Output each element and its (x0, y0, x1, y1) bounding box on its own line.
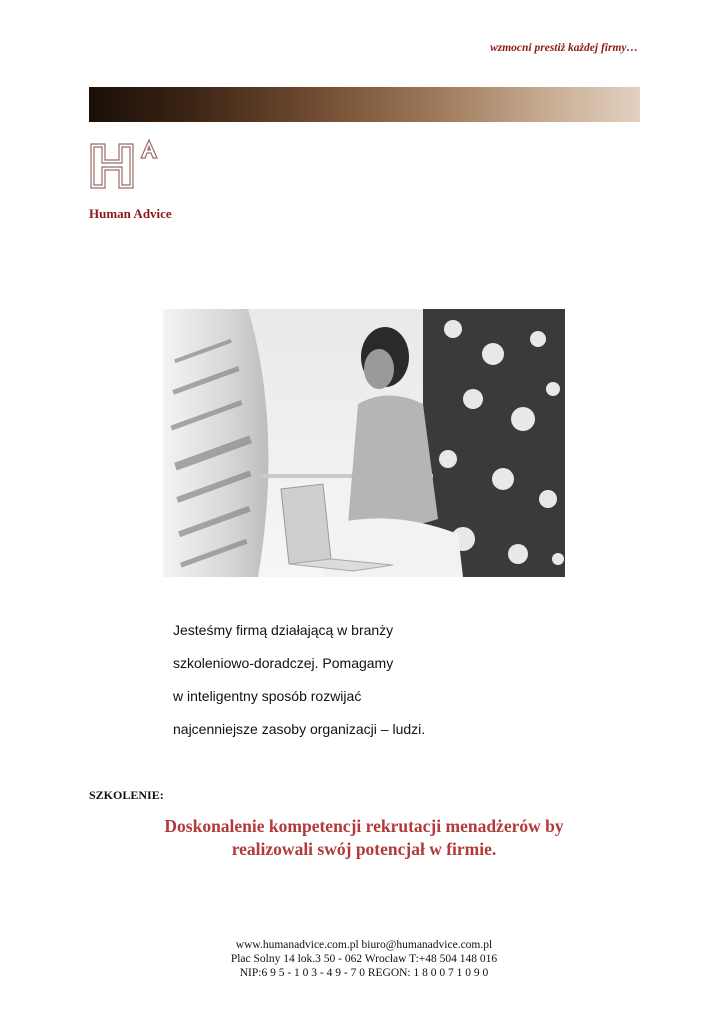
photo-illustration (163, 309, 565, 577)
footer-address: Plac Solny 14 lok.3 50 - 062 Wrocław T:+48 504 148 016 (230, 953, 498, 965)
course-title-line: Doskonalenie kompetencji rekrutacji menadżerów by (164, 816, 564, 836)
training-label: SZKOLENIE: (89, 788, 164, 802)
course-title-line: realizowali swój potencjał w firmie. (231, 839, 497, 859)
header-banner (89, 87, 640, 122)
intro-line: szkoleniowo-doradczej. Pomagamy (173, 655, 394, 671)
course-title (89, 815, 639, 861)
footer-registration: NIP:6 9 5 - 1 0 3 - 4 9 - 7 0 REGON: 1 8 0 0 7 1 0 9 0 (239, 967, 489, 979)
intro-line: w inteligentny sposób rozwijać (173, 688, 362, 704)
intro-line: najcenniejsze zasoby organizacji – ludzi. (173, 721, 426, 737)
footer-web-email: www.humanadvice.com.pl biuro@humanadvice.com.pl (235, 939, 493, 951)
footer-contact (89, 938, 639, 980)
woman-laptop-photo (163, 309, 565, 577)
tagline: wzmocni prestiż każdej firmy… (490, 42, 638, 54)
intro-text (173, 620, 425, 752)
intro-line: Jesteśmy firmą działającą w branży (173, 622, 394, 638)
human-advice-logo (89, 138, 169, 194)
company-name: Human Advice (89, 206, 172, 221)
